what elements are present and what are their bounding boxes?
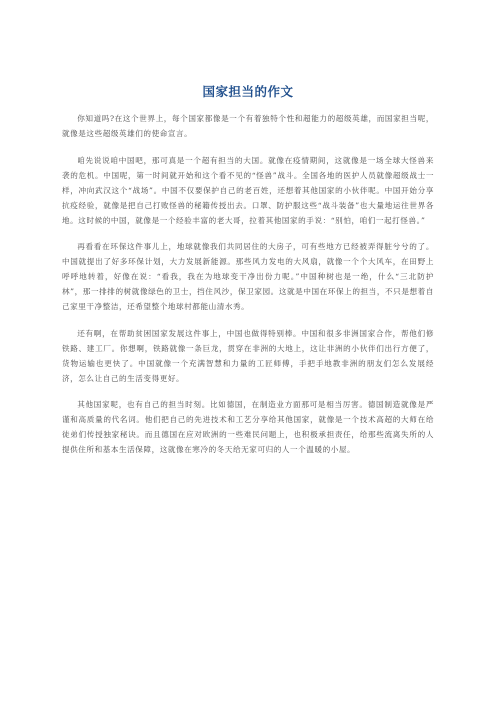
paragraph: 其他国家呢，也有自己的担当时刻。比如德国，在制造业方面那可是相当厉害。德国制造就像是严谨和高质量的代名词。他们把自己的先进技术和工艺分享给其他国家，就像是一个技术高超的大师在给徒弟们传授独家秘诀。而且德国在应对欧洲的一些难民问题上，也积极承担责任，给那些流离失所的人提供住所和基本生活保障，这就像在寒冷的冬天给无家可归的人一个温暖的小屋。: [62, 400, 434, 454]
document-body: [62, 111, 434, 469]
document-title: 国家担当的作文: [202, 84, 294, 99]
paragraph: 再看看在环保这件事儿上，地球就像我们共同居住的大房子，可有些地方已经被弄得脏兮兮的了。中国就提出了好多环保计划，大力发展新能源。那些风力发电的大风扇，就像一个个大风车，在田野上呼呼地转着，好像在说：“看我，我在为地球变干净出份力呢。”中国种树也是一绝，什么“三北防护林”，那一排排的树就像绿色的卫士，挡住风沙，保卫家园。这就是中国在环保上的担当，不只是想着自己家里干净整洁，还希望整个地球村都能山清水秀。: [62, 242, 434, 311]
paragraph: 还有啊，在帮助贫困国家发展这件事上，中国也做得特别棒。中国和很多非洲国家合作，帮他们修铁路、建工厂。你想啊，铁路就像一条巨龙，贯穿在非洲的大地上，这让非洲的小伙伴们出行方便了，货物运输也更快了。中国就像一个充满智慧和力量的工匠师傅，手把手地教非洲的朋友们怎么发展经济，怎么让自己的生活变得更好。: [62, 328, 434, 383]
paragraph: 你知道吗?在这个世界上，每个国家都像是一个有着独特个性和超能力的超级英雄，而国家担当呢，就像是这些超级英雄们的使命宣言。: [62, 114, 434, 138]
paragraph: 咱先说说咱中国吧，那可真是一个超有担当的大国。就像在疫情期间，这就像是一场全球大怪兽来袭的危机。中国呢，第一时间就开始和这个看不见的“怪兽”战斗。全国各地的医护人员就像超级战士一样，冲向武汉这个“战场”。中国不仅要保护自己的老百姓，还想着其他国家的小伙伴呢。中国开始分享抗疫经验，就像是把自己打败怪兽的秘籍传授出去。口罩、防护服这些“战斗装备”也大量地运往世界各地。这时候的中国，就像是一个经验丰富的老大哥，拉着其他国家的手说：“别怕，咱们一起打怪兽。”: [62, 155, 434, 225]
